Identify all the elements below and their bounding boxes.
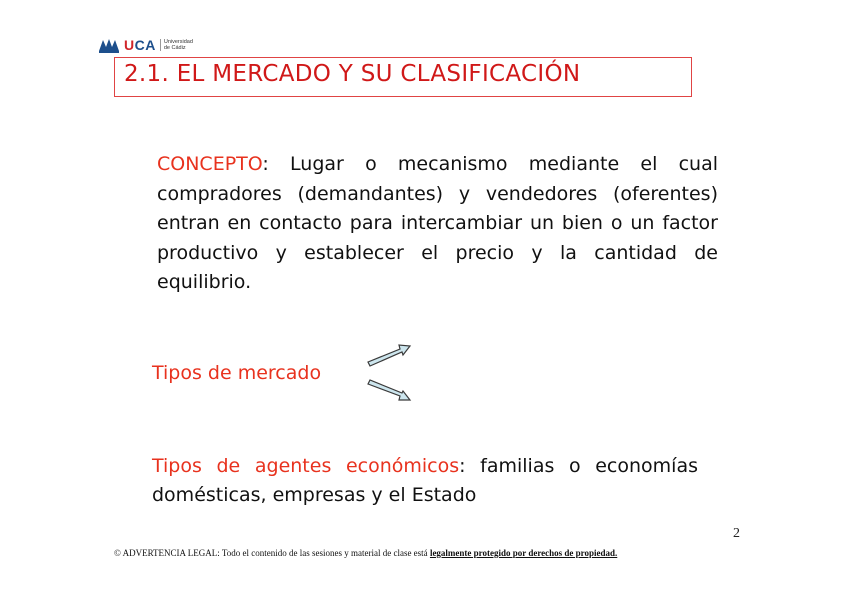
arrow-up-right-icon — [368, 345, 410, 366]
legal-notice — [114, 548, 617, 558]
legal-emphasis: legalmente protegido por derechos de propiedad. — [429, 548, 618, 558]
agents-label: Tipos de agentes económicos — [152, 455, 460, 477]
logo-subtitle: Universidad de Cádiz — [160, 39, 193, 51]
slide-title: 2.1. EL MERCADO Y SU CLASIFICACIÓN — [124, 61, 581, 87]
agents-text: : familias o economías domésticas, empresas y el Estado — [152, 455, 698, 506]
concept-label: CONCEPTO — [157, 153, 263, 175]
branch-arrows — [362, 340, 420, 412]
arrow-down-right-icon — [368, 380, 410, 400]
concept-paragraph — [157, 150, 718, 298]
concept-text: : Lugar o mecanismo mediante el cual compradores (demandantes) y vendedores (oferentes) entran en contacto para intercambiar un bien o un factor productivo y establecer el precio y la cantidad de equilibrio. — [157, 153, 718, 293]
legal-prefix: © ADVERTENCIA LEGAL: Todo el contenido de las sesiones y material de clase está — [114, 548, 430, 558]
university-logo — [98, 36, 193, 54]
crest-icon — [98, 37, 120, 53]
market-types-label: Tipos de mercado — [152, 362, 322, 384]
page-number: 2 — [733, 526, 740, 541]
logo-wordmark: UCA — [124, 37, 156, 53]
agents-paragraph — [152, 452, 698, 510]
